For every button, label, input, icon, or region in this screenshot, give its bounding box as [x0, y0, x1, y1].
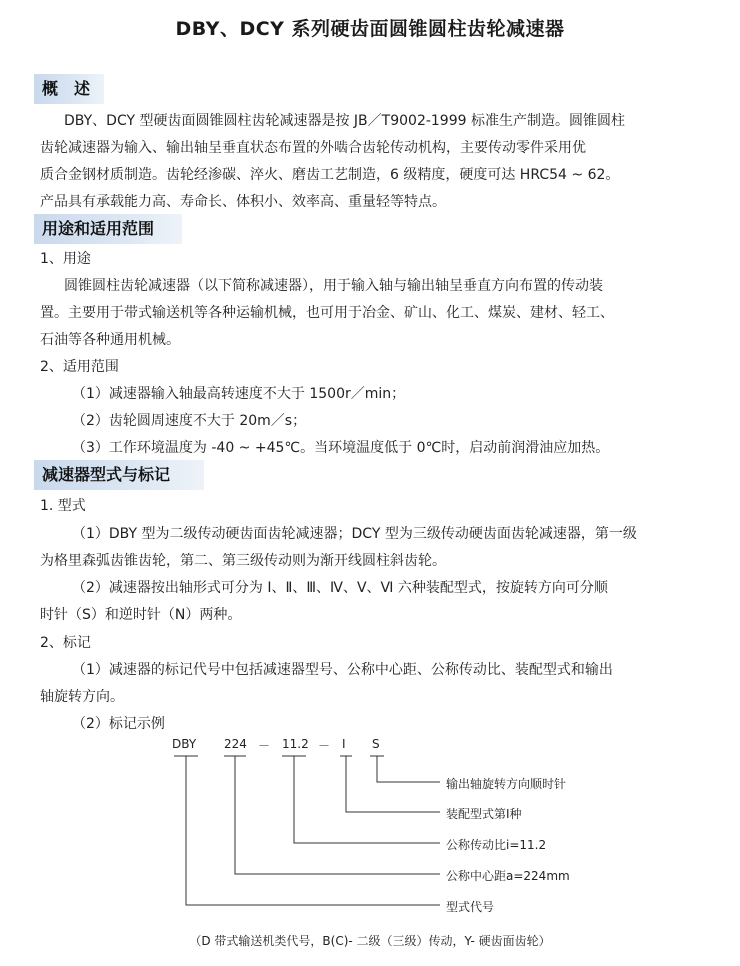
- usage-sub2-line-1: （1）减速器输入轴最高转速度不大于 1500r／min；: [72, 386, 406, 402]
- code-assembly: Ⅰ: [342, 737, 346, 751]
- usage-sub2: 2、适用范围: [40, 359, 119, 375]
- section-heading-usage: 用途和适用范围: [34, 214, 182, 244]
- label-ratio: 公称传动比i=11.2: [446, 838, 547, 852]
- code-ratio: 11.2: [282, 737, 309, 751]
- page-title: DBY、DCY 系列硬齿面圆锥圆柱齿轮减速器: [175, 18, 565, 40]
- usage-sub1-line-3: 石油等各种通用机械。: [40, 332, 180, 348]
- label-assembly: 装配型式第Ⅰ种: [446, 807, 522, 821]
- code-rotation: S: [372, 737, 380, 751]
- code-center-distance: 224: [224, 737, 247, 751]
- label-center-distance: 公称中心距a=224mm: [446, 869, 570, 883]
- overview-line-4: 产品具有承载能力高、寿命长、体积小、效率高、重量轻等特点。: [40, 194, 446, 210]
- code-dash-1: －: [258, 739, 271, 753]
- model-sub1-line-2: 为格里森弧齿锥齿轮，第二、第三级传动则为渐开线圆柱斜齿轮。: [40, 553, 446, 569]
- model-sub2-line-3: （2）标记示例: [72, 716, 165, 732]
- model-sub1: 1. 型式: [40, 498, 86, 514]
- model-sub1-line-3: （2）减速器按出轴形式可分为 Ⅰ、Ⅱ、Ⅲ、Ⅳ、Ⅴ、Ⅵ 六种装配型式，按旋转方向可分顺: [72, 580, 608, 596]
- overview-line-1: DBY、DCY 型硬齿面圆锥圆柱齿轮减速器是按 JB／T9002-1999 标准生产制造。圆锥圆柱: [64, 113, 625, 129]
- model-sub2-line-2: 轴旋转方向。: [40, 689, 124, 705]
- code-model-type: DBY: [172, 737, 197, 751]
- model-sub2-line-1: （1）减速器的标记代号中包括减速器型号、公称中心距、公称传动比、装配型式和输出: [72, 662, 613, 678]
- code-dash-2: －: [318, 739, 331, 753]
- marking-footnote: （D 带式输送机类代号，B(C)- 二级（三级）传动，Y- 硬齿面齿轮）: [189, 934, 551, 948]
- section-heading-model: 减速器型式与标记: [34, 460, 204, 490]
- model-sub1-line-1: （1）DBY 型为二级传动硬齿面齿轮减速器；DCY 型为三级传动硬齿面齿轮减速器，第一级: [72, 526, 637, 542]
- usage-sub1-line-2: 置。主要用于带式输送机等各种运输机械，也可用于冶金、矿山、化工、煤炭、建材、轻工、: [40, 305, 614, 321]
- model-sub2: 2、标记: [40, 635, 91, 651]
- overview-line-3: 质合金钢材质制造。齿轮经渗碳、淬火、磨齿工艺制造，6 级精度，硬度可达 HRC54 ~ 62。: [40, 167, 620, 183]
- usage-sub1-line-1: 圆锥圆柱齿轮减速器（以下简称减速器），用于输入轴与输出轴呈垂直方向布置的传动装: [64, 278, 603, 294]
- label-model-type: 型式代号: [446, 900, 495, 914]
- usage-sub1: 1、用途: [40, 251, 91, 267]
- label-rotation: 输出轴旋转方向顺时针: [446, 777, 567, 791]
- usage-sub2-line-2: （2）齿轮圆周速度不大于 20m／s；: [72, 413, 307, 429]
- usage-sub2-line-3: （3）工作环境温度为 -40 ~ +45℃。当环境温度低于 0℃时，启动前润滑油应加热。: [72, 440, 610, 456]
- model-sub1-line-4: 时针（S）和逆时针（N）两种。: [40, 607, 242, 623]
- section-heading-overview: 概 述: [34, 74, 104, 104]
- overview-line-2: 齿轮减速器为输入、输出轴呈垂直状态布置的外啮合齿轮传动机构，主要传动零件采用优: [40, 140, 586, 156]
